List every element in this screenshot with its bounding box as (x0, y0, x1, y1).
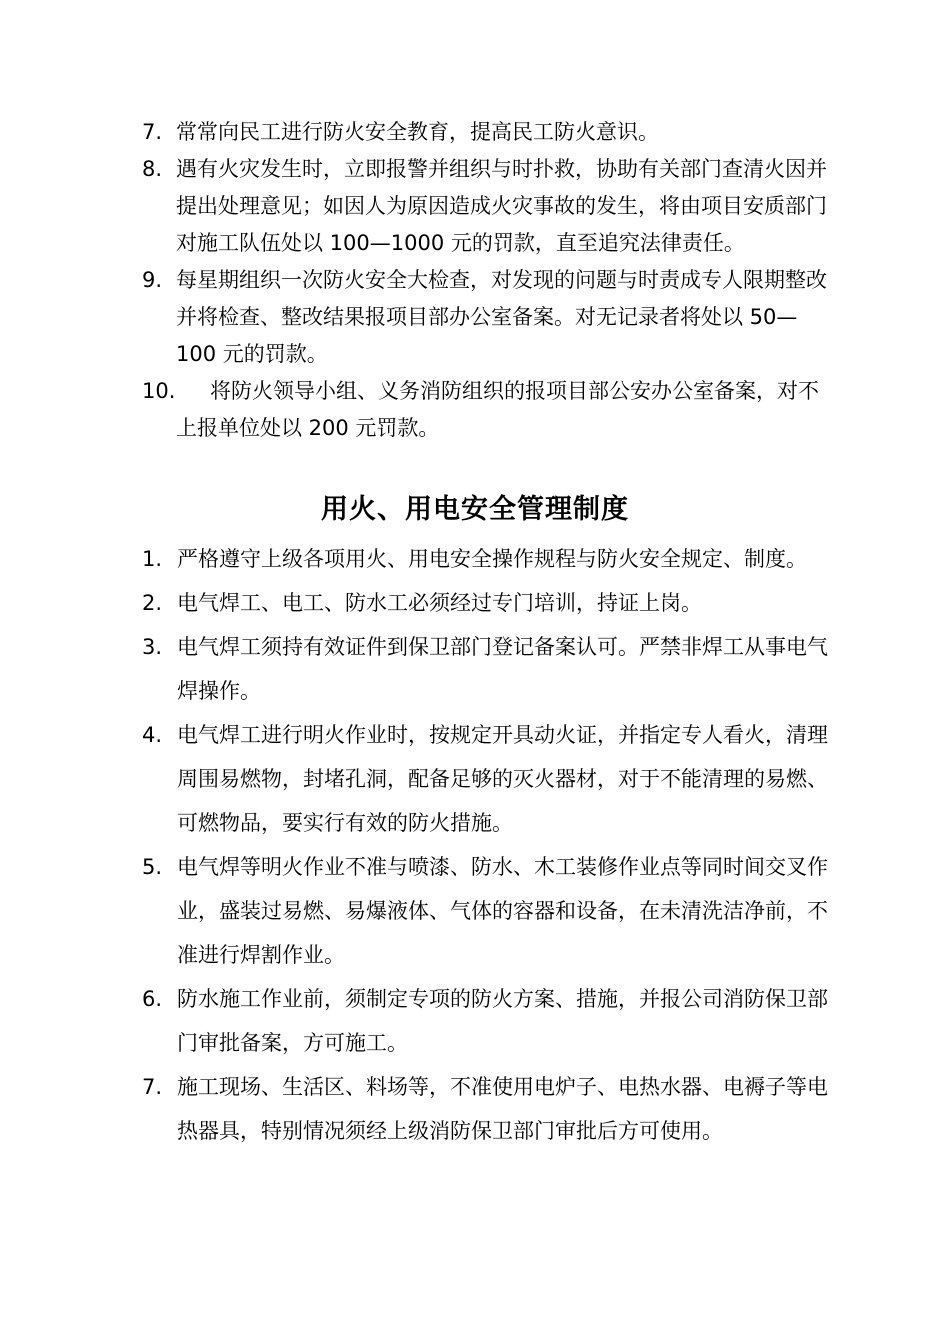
list-item (142, 114, 832, 151)
item-text: 常常向民工进行防火安全教育，提高民工防火意识。 (176, 120, 659, 144)
list-item (142, 262, 832, 373)
item-text: 电气焊等明火作业不准与喷漆、防水、木工装修作业点等同时间交叉作业，盛装过易燃、易爆液体、气体的容器和设备，在未清洗洁净前，不准进行焊割作业。 (177, 855, 828, 967)
item-text: 遇有火灾发生时，立即报警并组织与时扑救，协助有关部门查清火因并提出处理意见；如因人为原因造成火灾事故的发生，将由项目安质部门对施工队伍处以 100—1000 元的罚款，直至追究法律责任。 (176, 157, 827, 255)
item-text: 电气焊工、电工、防水工必须经过专门培训，持证上岗。 (177, 591, 702, 615)
item-number: 1. (142, 547, 163, 571)
list-item (142, 845, 832, 977)
item-number: 10. (142, 379, 176, 403)
item-number: 6. (142, 987, 163, 1011)
list-item (142, 713, 832, 845)
item-number: 7. (142, 120, 163, 144)
item-text: 电气焊工进行明火作业时，按规定开具动火证，并指定专人看火，清理周围易燃物，封堵孔洞，配备足够的灭火器材，对于不能清理的易燃、可燃物品，要实行有效的防火措施。 (177, 723, 828, 835)
section-title: 用火、用电安全管理制度 (321, 494, 629, 525)
list-item (142, 581, 832, 625)
item-number: 3. (142, 635, 163, 659)
item-number: 8. (142, 157, 163, 181)
item-number: 9. (142, 268, 163, 292)
list-item (142, 373, 832, 447)
item-text: 施工现场、生活区、料场等，不准使用电炉子、电热水器、电褥子等电热器具，特别情况须经上级消防保卫部门审批后方可使用。 (177, 1075, 828, 1143)
list-item (142, 977, 832, 1065)
item-number: 5. (142, 855, 163, 879)
item-text: 严格遵守上级各项用火、用电安全操作规程与防火安全规定、制度。 (177, 547, 807, 571)
fire-electric-rules-list (142, 537, 832, 1153)
item-text: 防水施工作业前，须制定专项的防火方案、措施，并报公司消防保卫部门审批备案，方可施工。 (177, 987, 828, 1055)
list-item (142, 537, 832, 581)
list-item (142, 625, 832, 713)
item-text: 电气焊工须持有效证件到保卫部门登记备案认可。严禁非焊工从事电气焊操作。 (177, 635, 828, 703)
item-number: 7. (142, 1075, 163, 1099)
item-number: 4. (142, 723, 163, 747)
list-item (142, 1065, 832, 1153)
fire-rules-list-continued (142, 114, 832, 447)
item-text: 每星期组织一次防火安全大检查，对发现的问题与时责成专人限期整改并将检查、整改结果报项目部办公室备案。对无记录者将处以 50—100 元的罚款。 (176, 268, 827, 366)
item-number: 2. (142, 591, 163, 615)
item-text: 将防火领导小组、义务消防组织的报项目部公安办公室备案，对不上报单位处以 200 元罚款。 (176, 379, 819, 440)
list-item (142, 151, 832, 262)
